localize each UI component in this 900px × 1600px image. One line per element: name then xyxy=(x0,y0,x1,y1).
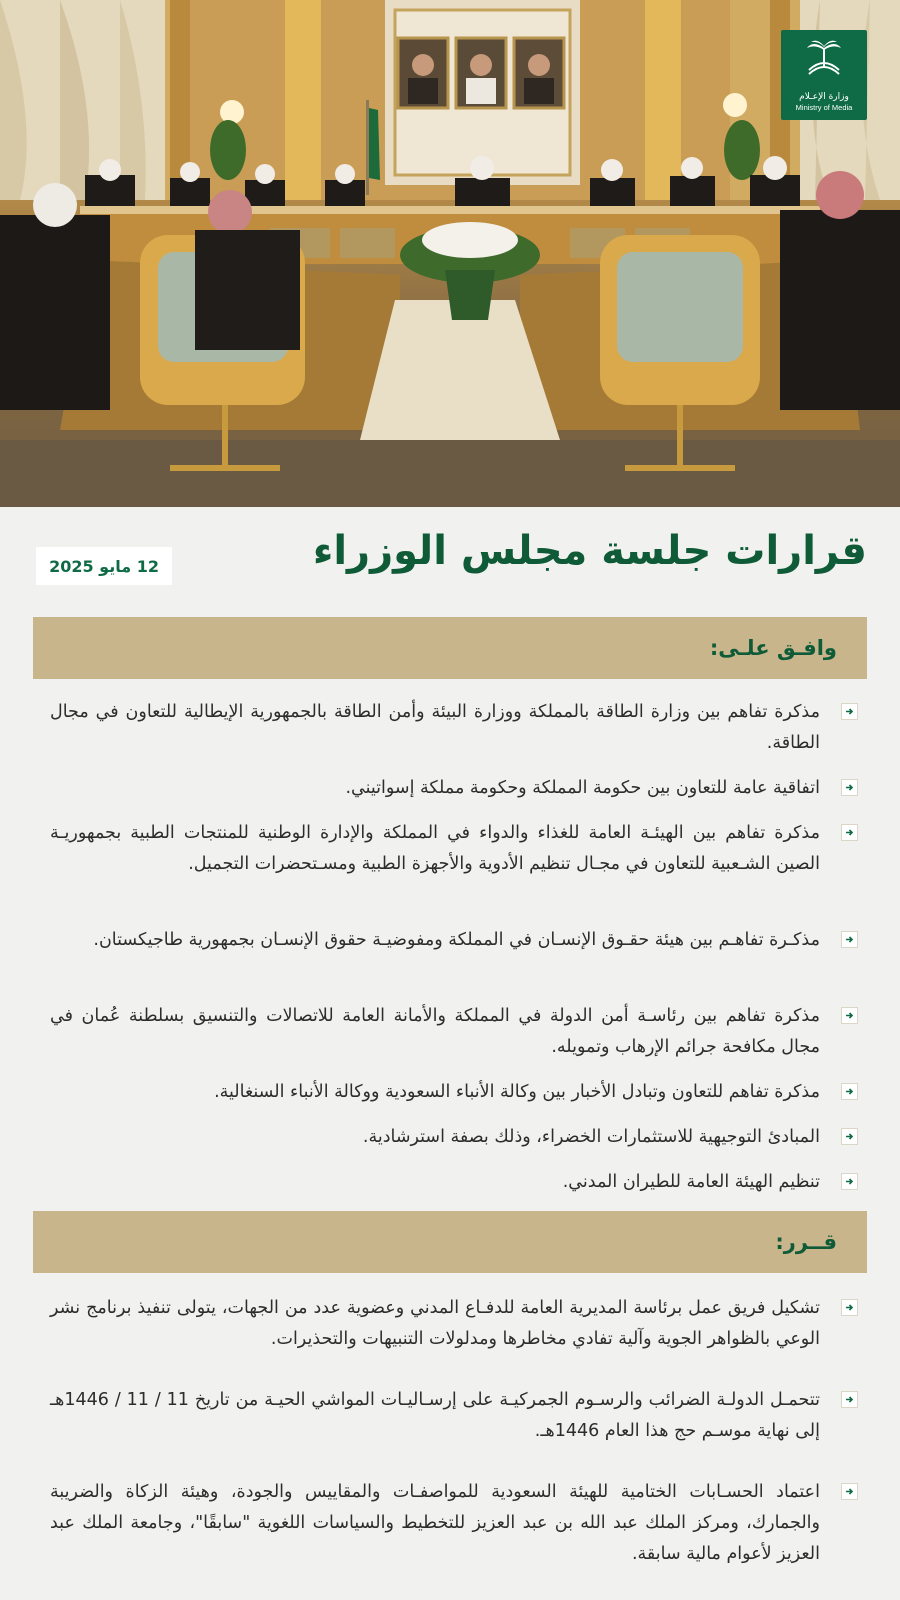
decided-list xyxy=(50,1293,858,1570)
list-item xyxy=(50,1077,858,1108)
list-item xyxy=(50,1385,858,1447)
decided-item-text: اعتماد الحسـابات الختامية للهيئة السعودية للمواصفـات والمقاييس والجودة، وهيئة الزكاة والضريبة والجمارك، ومركز الملك عبد الله بن عبد العزيز للتخطيط والسياسات اللغوية "سابقًا"، وجامعة الملك عبد العزيز لأعوام مالية سابقة. xyxy=(50,1482,820,1564)
arrow-bullet-icon xyxy=(841,824,858,841)
approved-item-text: اتفاقية عامة للتعاون بين حكومة المملكة وحكومة مملكة إسواتيني. xyxy=(345,778,820,798)
cabinet-meeting-photo xyxy=(0,0,900,507)
arrow-bullet-icon xyxy=(841,931,858,948)
decided-item-text: تشكيل فريق عمل برئاسة المديرية العامة للدفـاع المدني وعضوية عدد من الجهات، يتولى تنفيذ برنامج نشر الوعي بالظواهر الجوية وآلية تفادي مخاطرها ومدلولات التنبيهات والتحذيرات. xyxy=(50,1298,820,1349)
ministry-of-media-logo xyxy=(781,30,867,120)
arrow-bullet-icon xyxy=(841,1299,858,1316)
approved-item-text: مذكرة تفاهم للتعاون وتبادل الأخبار بين وكالة الأنباء السعودية ووكالة الأنباء السنغالية. xyxy=(214,1082,820,1102)
list-item xyxy=(50,818,858,911)
decided-section-header xyxy=(33,1211,867,1273)
list-item xyxy=(50,1122,858,1153)
arrow-bullet-icon xyxy=(841,779,858,796)
arrow-bullet-icon xyxy=(841,1128,858,1145)
approved-item-text: المبادئ التوجيهية للاستثمارات الخضراء، وذلك بصفة استرشادية. xyxy=(362,1127,820,1147)
page-title: قرارات جلسة مجلس الوزراء xyxy=(312,528,867,574)
logo-english-text: Ministry of Media xyxy=(795,103,853,112)
meeting-room-illustration xyxy=(0,0,900,507)
list-item xyxy=(50,1477,858,1570)
approved-section-header xyxy=(33,617,867,679)
approved-item-text: مذكـرة تفاهـم بين هيئة حقـوق الإنسـان في المملكة ومفوضيـة حقوق الإنسـان بجمهورية طاجيكستان. xyxy=(93,930,820,950)
approved-item-text: مذكرة تفاهم بين رئاسـة أمن الدولة في المملكة والأمانة العامة للاتصالات والتنسيق بسلطنة عُمان في مجال مكافحة جرائم الإرهاب وتمويله. xyxy=(50,1006,820,1057)
list-item xyxy=(50,1293,858,1355)
list-item xyxy=(50,1167,858,1198)
decided-item-text: تتحمـل الدولـة الضرائب والرسـوم الجمركيـة على إرسـاليـات المواشي الحيـة من تاريخ 11 / 11 / 1446هـ إلى نهاية موسـم حج هذا العام 1446هـ. xyxy=(50,1390,820,1441)
arrow-bullet-icon xyxy=(841,703,858,720)
list-item xyxy=(50,773,858,804)
logo-arabic-text: وزارة الإعـلام xyxy=(799,92,849,102)
arrow-bullet-icon xyxy=(841,1173,858,1190)
approved-item-text: تنظيم الهيئة العامة للطيران المدني. xyxy=(562,1172,820,1192)
approved-item-text: مذكرة تفاهم بين وزارة الطاقة بالمملكة ووزارة البيئة وأمن الطاقة بالجمهورية الإيطالية للتعاون في مجال الطاقة. xyxy=(50,702,820,753)
list-item xyxy=(50,1001,858,1063)
approved-heading: وافـق علـى: xyxy=(709,636,837,660)
arrow-bullet-icon xyxy=(841,1083,858,1100)
palm-and-swords-emblem-icon xyxy=(803,38,845,82)
arrow-bullet-icon xyxy=(841,1007,858,1024)
approved-list xyxy=(50,697,858,1198)
list-item xyxy=(50,925,858,987)
date-badge: 12 مايو 2025 xyxy=(36,547,172,585)
decided-heading: قــرر: xyxy=(775,1230,837,1254)
list-item xyxy=(50,697,858,759)
approved-item-text: مذكرة تفاهم بين الهيئـة العامة للغذاء والدواء في المملكة والإدارة الوطنية للمنتجات الطبية بجمهوريـة الصين الشـعبية للتعاون في مجـال تنظيم الأدوية والأجهزة الطبية ومسـتحضرات التجميل. xyxy=(50,823,820,874)
arrow-bullet-icon xyxy=(841,1391,858,1408)
arrow-bullet-icon xyxy=(841,1483,858,1500)
